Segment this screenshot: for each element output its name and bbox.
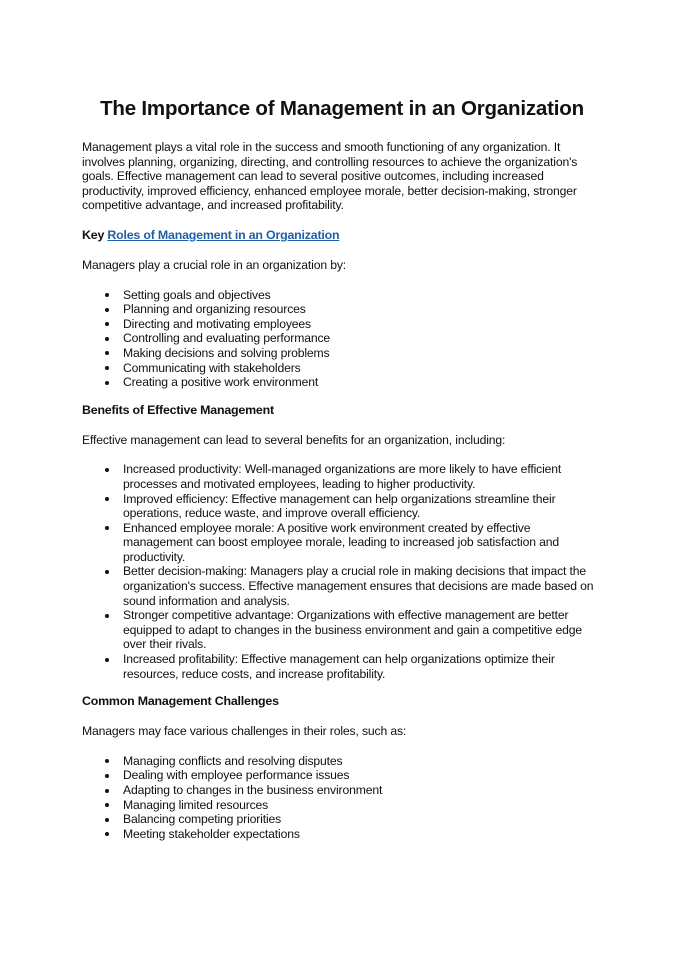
benefits-lead: Effective management can lead to several benefits for an organization, including: (82, 432, 506, 447)
list-item: Planning and organizing resources (123, 302, 602, 317)
list-item: Controlling and evaluating performance (123, 331, 602, 346)
list-item: Increased profitability: Effective management can help organizations optimize their resources, reduce costs, and increase profitability. (123, 652, 602, 681)
list-item: Dealing with employee performance issues (123, 768, 602, 783)
roles-list (82, 288, 602, 390)
list-item: Improved efficiency: Effective management can help organizations streamline their operations, reduce waste, and improve overall efficiency. (123, 492, 602, 521)
list-item: Setting goals and objectives (123, 288, 602, 303)
benefits-list (82, 462, 602, 681)
list-item: Managing conflicts and resolving disputes (123, 754, 602, 769)
list-item: Directing and motivating employees (123, 317, 602, 332)
challenges-list (82, 754, 602, 842)
list-item: Communicating with stakeholders (123, 361, 602, 376)
roles-lead: Managers play a crucial role in an organization by: (82, 257, 347, 272)
intro-paragraph: Management plays a vital role in the success and smooth functioning of any organization. It involves planning, organizing, directing, and controlling resources to achieve the organization's goals. Effective management can lead to several positive outcomes, including increased productivity, improved efficiency, enhanced employee morale, better decision-making, stronger competitive advantage, and increased profitability. (82, 140, 578, 213)
document-page (82, 94, 602, 854)
benefits-heading: Benefits of Effective Management (82, 402, 274, 417)
list-item: Enhanced employee morale: A positive work environment created by effective management can boost employee morale, leading to increased job satisfaction and productivity. (123, 521, 602, 565)
roles-heading (82, 228, 602, 243)
list-item: Stronger competitive advantage: Organizations with effective management are better equipped to adapt to changes in the business environment and gain a competitive edge over their rivals. (123, 608, 602, 652)
challenges-heading: Common Management Challenges (82, 694, 279, 709)
list-item: Managing limited resources (123, 798, 602, 813)
list-item: Creating a positive work environment (123, 375, 602, 390)
list-item: Better decision-making: Managers play a crucial role in making decisions that impact the organization's success. Effective management ensures that decisions are made based on sound information and analysis. (123, 564, 602, 608)
list-item: Increased productivity: Well-managed organizations are more likely to have efficient processes and motivated employees, leading to higher productivity. (123, 462, 602, 491)
roles-heading-link[interactable]: Roles of Management in an Organization (107, 227, 340, 242)
list-item: Balancing competing priorities (123, 812, 602, 827)
list-item: Adapting to changes in the business environment (123, 783, 602, 798)
page-title: The Importance of Management in an Organization (100, 97, 584, 120)
list-item: Meeting stakeholder expectations (123, 827, 602, 842)
list-item: Making decisions and solving problems (123, 346, 602, 361)
roles-heading-prefix: Key (82, 227, 108, 242)
challenges-lead: Managers may face various challenges in their roles, such as: (82, 724, 407, 739)
